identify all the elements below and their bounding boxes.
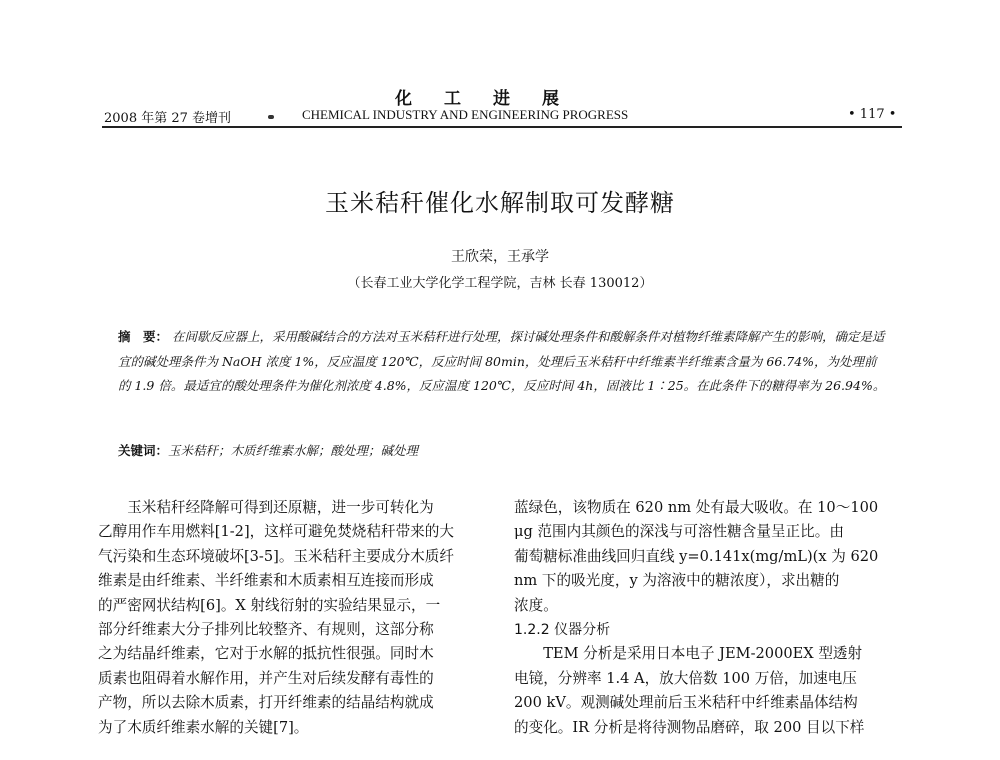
page-number: • 117 • bbox=[848, 107, 897, 122]
body-line: 葡萄糖标准曲线回归直线 y=0.141x(mg/mL)(x 为 620 bbox=[514, 547, 879, 565]
affiliation: （长春工业大学化学工程学院，吉林 长春 130012） bbox=[347, 276, 653, 291]
abstract-label: 摘 要： bbox=[118, 329, 169, 344]
body-line: 产物，所以去除木质素，打开纤维素的结晶结构就成 bbox=[98, 694, 434, 712]
journal-name-en: CHEMICAL INDUSTRY AND ENGINEERING PROGRESS bbox=[302, 107, 629, 122]
body-line: μg 范围内其颜色的深浅与可溶性糖含量呈正比。由 bbox=[514, 523, 844, 541]
body-line: 气污染和生态环境破坏[3-5]。玉米秸秆主要成分木质纤 bbox=[98, 547, 454, 565]
section-heading: 1.2.2 仪器分析 bbox=[514, 622, 611, 639]
body-column-left bbox=[98, 496, 490, 740]
header-mark bbox=[268, 115, 274, 119]
keywords-text: 玉米秸秆；木质纤维素水解；酸处理；碱处理 bbox=[168, 443, 419, 458]
body-line: 质素也阻碍着水解作用，并产生对后续发酵有毒性的 bbox=[98, 669, 434, 687]
body-line: 蓝绿色，该物质在 620 nm 处有最大吸收。在 10～100 bbox=[514, 499, 879, 516]
body-line: 200 kV。观测碱处理前后玉米秸秆中纤维素晶体结构 bbox=[514, 694, 858, 712]
body-line: TEM 分析是采用日本电子 JEM-2000EX 型透射 bbox=[543, 645, 863, 663]
header-rule bbox=[102, 126, 902, 128]
body-line: 之为结晶纤维素，它对于水解的抵抗性很强。同时木 bbox=[98, 645, 434, 663]
abstract bbox=[118, 325, 888, 399]
article-title: 玉米秸秆催化水解制取可发酵糖 bbox=[325, 189, 675, 217]
keywords-label: 关键词： bbox=[118, 443, 169, 458]
body-line: 玉米秸秆经降解可得到还原糖，进一步可转化为 bbox=[127, 499, 434, 516]
body-line: 浓度。 bbox=[514, 596, 558, 614]
body-line: 的严密网状结构[6]。X 射线衍射的实验结果显示，一 bbox=[98, 596, 441, 614]
authors: 王欣荣，王承学 bbox=[451, 249, 549, 265]
body-line: 乙醇用作车用燃料[1-2]，这样可避免焚烧秸秆带来的大 bbox=[98, 523, 454, 541]
keywords bbox=[118, 441, 888, 459]
body-column-right bbox=[514, 496, 906, 740]
body-line: 电镜，分辨率 1.4 A，放大倍数 100 万倍，加速电压 bbox=[514, 669, 857, 687]
body-line: 的变化。IR 分析是将待测物品磨碎，取 200 目以下样 bbox=[514, 718, 865, 736]
abstract-text: 在间歇反应器上，采用酸碱结合的方法对玉米秸秆进行处理，探讨碱处理条件和酸解条件对植物纤维素降解产生的影响，确定是适宜的碱处理条件为 NaOH 浓度 1%，反应温度 120℃，反应时间 80min，处理后玉米秸秆中纤维素半纤维素含量为 66.74%，为处理前的 1.9 倍。最适宜的酸处理条件为催化剂浓度 4.8%，反应温度 120℃，反应时间 4h，固液比 1∶25。在此条件下的糖得率为 26.94%。 bbox=[118, 329, 886, 393]
body-line: nm 下的吸光度，y 为溶液中的糖浓度），求出糖的 bbox=[514, 572, 840, 590]
body-line: 维素是由纤维素、半纤维素和木质素相互连接而形成 bbox=[98, 572, 434, 590]
journal-name-cn: 化工进展 bbox=[395, 89, 591, 109]
body-line: 部分纤维素大分子排列比较整齐、有规则，这部分称 bbox=[98, 621, 434, 639]
issue-info: 2008 年第 27 卷增刊 bbox=[104, 111, 232, 126]
body-line: 为了木质纤维素水解的关键[7]。 bbox=[98, 718, 309, 736]
